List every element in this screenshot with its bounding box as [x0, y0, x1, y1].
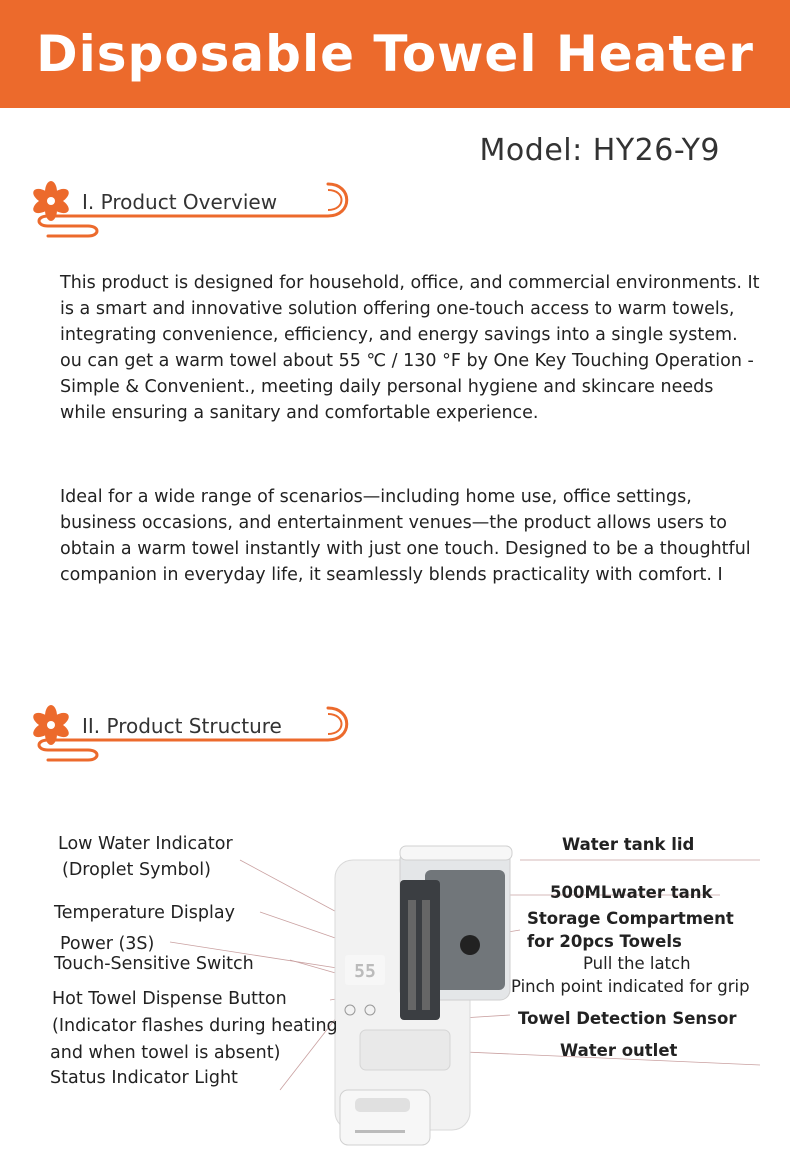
label-storage-compartment: Storage Compartment: [527, 909, 734, 928]
label-indicator-note-2: and when towel is absent): [50, 1043, 281, 1063]
label-pinch-point: Pinch point indicated for grip: [511, 977, 750, 996]
label-hot-towel-button: Hot Towel Dispense Button: [52, 989, 287, 1009]
section-header-overview: [28, 178, 368, 250]
section-swirl-decoration: [28, 702, 368, 774]
section-header-structure: [28, 702, 368, 774]
overview-paragraph-1: This product is designed for household, office, and commercial environments. It is a smart and innovative solution offering one-touch access to warm towels, integrating convenience, efficiency, and energy savings into a single system. ou can get a warm towel about 55 ℃ / 130 °F by One Key Touching Operation - Simple & Convenient., meeting daily personal hygiene and skincare needs while ensuring a sanitary and comfortable experience.: [60, 273, 760, 423]
label-touch-switch: Touch-Sensitive Switch: [54, 954, 254, 974]
model-number: Model: HY26-Y9: [479, 133, 720, 168]
flower-icon: [28, 702, 74, 748]
label-low-water-indicator: Low Water Indicator: [58, 834, 233, 854]
label-status-light: Status Indicator Light: [50, 1068, 238, 1088]
section-title: I. Product Overview: [82, 190, 278, 214]
title-banner: [0, 0, 790, 108]
label-towel-sensor: Towel Detection Sensor: [518, 1009, 737, 1028]
label-temperature-display: Temperature Display: [54, 903, 235, 923]
label-water-outlet: Water outlet: [560, 1041, 678, 1060]
label-droplet-symbol: (Droplet Symbol): [62, 860, 211, 880]
label-pull-latch: Pull the latch: [583, 954, 691, 973]
label-indicator-note-1: (Indicator flashes during heating: [52, 1016, 338, 1036]
label-water-tank: 500MLwater tank: [550, 883, 713, 902]
temperature-display-text: 55: [354, 961, 376, 982]
label-towel-capacity: for 20pcs Towels: [527, 932, 682, 951]
flower-icon: [28, 178, 74, 224]
section-swirl-decoration: [28, 178, 368, 250]
label-water-tank-lid: Water tank lid: [562, 835, 695, 854]
section-title: II. Product Structure: [82, 714, 282, 738]
towel-heater-device: [330, 840, 520, 1160]
overview-paragraph-2: Ideal for a wide range of scenarios—including home use, office settings, business occasions, and entertainment venues—the product allows users to obtain a warm towel instantly with just one touch. Designed to be a thoughtful companion in everyday life, it seamlessly blends practicality with comfort. I: [60, 487, 751, 585]
page-title: Disposable Towel Heater: [36, 25, 754, 83]
label-power: Power (3S): [60, 934, 155, 954]
product-structure-diagram: [0, 820, 790, 1160]
